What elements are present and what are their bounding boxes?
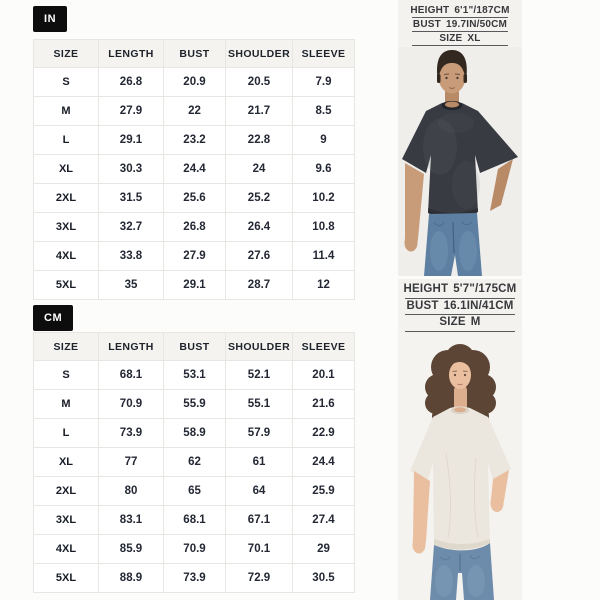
- table-row: [34, 477, 355, 506]
- size-cell: M: [34, 390, 99, 419]
- bust-cell: 53.1: [164, 361, 226, 390]
- size-cell: S: [34, 68, 99, 97]
- size-cell: S: [34, 361, 99, 390]
- info-label: SIZE: [439, 33, 463, 44]
- table-row: [34, 126, 355, 155]
- length-cell: 68.1: [99, 361, 164, 390]
- table-header-row: [34, 40, 355, 68]
- shoulder-cell: 27.6: [226, 242, 293, 271]
- length-cell: 29.1: [99, 126, 164, 155]
- sleeve-cell: 10.8: [293, 213, 355, 242]
- bust-cell: 55.9: [164, 390, 226, 419]
- column-header-size: SIZE: [34, 40, 99, 68]
- column-header-shoulder: SHOULDER: [226, 333, 293, 361]
- table-header-row: [34, 333, 355, 361]
- sleeve-cell: 10.2: [293, 184, 355, 213]
- shoulder-cell: 21.7: [226, 97, 293, 126]
- column-header-size: SIZE: [34, 333, 99, 361]
- bust-cell: 25.6: [164, 184, 226, 213]
- shoulder-cell: 72.9: [226, 564, 293, 593]
- info-line-height: [412, 4, 508, 18]
- model-cards-column: [398, 0, 522, 600]
- shoulder-cell: 28.7: [226, 271, 293, 300]
- size-cell: 4XL: [34, 535, 99, 564]
- shoulder-cell: 70.1: [226, 535, 293, 564]
- column-header-bust: BUST: [164, 333, 226, 361]
- model-card-female: [398, 279, 522, 600]
- info-label: HEIGHT: [403, 283, 449, 295]
- shoulder-cell: 24: [226, 155, 293, 184]
- length-cell: 27.9: [99, 97, 164, 126]
- info-label: SIZE: [439, 316, 466, 328]
- bust-cell: 65: [164, 477, 226, 506]
- column-header-sleeve: SLEEVE: [293, 333, 355, 361]
- length-cell: 77: [99, 448, 164, 477]
- info-value: M: [470, 316, 481, 328]
- table-row: [34, 448, 355, 477]
- info-value: 19.7IN/50CM: [445, 19, 508, 30]
- sleeve-cell: 25.9: [293, 477, 355, 506]
- sleeve-cell: 27.4: [293, 506, 355, 535]
- info-label: HEIGHT: [410, 5, 450, 16]
- column-header-sleeve: SLEEVE: [293, 40, 355, 68]
- column-header-length: LENGTH: [99, 40, 164, 68]
- shoulder-cell: 26.4: [226, 213, 293, 242]
- size-cell: XL: [34, 155, 99, 184]
- male-head: [437, 50, 467, 94]
- table-row: [34, 535, 355, 564]
- table-row: [34, 242, 355, 271]
- size-cell: L: [34, 419, 99, 448]
- bust-cell: 29.1: [164, 271, 226, 300]
- shoulder-cell: 64: [226, 477, 293, 506]
- table-row: [34, 271, 355, 300]
- length-cell: 85.9: [99, 535, 164, 564]
- length-cell: 70.9: [99, 390, 164, 419]
- table-row: [34, 68, 355, 97]
- sleeve-cell: 8.5: [293, 97, 355, 126]
- length-cell: 31.5: [99, 184, 164, 213]
- shoulder-cell: 57.9: [226, 419, 293, 448]
- length-cell: 73.9: [99, 419, 164, 448]
- size-cell: 2XL: [34, 184, 99, 213]
- bust-cell: 22: [164, 97, 226, 126]
- column-header-length: LENGTH: [99, 333, 164, 361]
- sleeve-cell: 12: [293, 271, 355, 300]
- bust-cell: 58.9: [164, 419, 226, 448]
- table-row: [34, 506, 355, 535]
- column-header-bust: BUST: [164, 40, 226, 68]
- info-value: 6'1"/187CM: [454, 5, 510, 16]
- table-row: [34, 184, 355, 213]
- unit-badge-in: IN: [33, 6, 67, 32]
- bust-cell: 23.2: [164, 126, 226, 155]
- size-cell: 5XL: [34, 564, 99, 593]
- table-row: [34, 361, 355, 390]
- sleeve-cell: 30.5: [293, 564, 355, 593]
- size-cell: XL: [34, 448, 99, 477]
- info-line-bust: [412, 18, 508, 32]
- sleeve-cell: 24.4: [293, 448, 355, 477]
- table-row: [34, 564, 355, 593]
- info-line-height: [405, 282, 515, 299]
- size-table-centimeters: [33, 332, 355, 593]
- info-label: BUST: [412, 19, 441, 30]
- info-label: BUST: [406, 299, 439, 312]
- size-cell: 2XL: [34, 477, 99, 506]
- table-row: [34, 390, 355, 419]
- model-card-male: [398, 0, 522, 276]
- model-info-female: [398, 279, 522, 332]
- sleeve-cell: 7.9: [293, 68, 355, 97]
- male-model-photo: [398, 47, 522, 276]
- table-row: [34, 155, 355, 184]
- size-cell: 3XL: [34, 506, 99, 535]
- column-header-shoulder: SHOULDER: [226, 40, 293, 68]
- bust-cell: 26.8: [164, 213, 226, 242]
- table-row: [34, 213, 355, 242]
- size-cell: 3XL: [34, 213, 99, 242]
- size-cell: L: [34, 126, 99, 155]
- info-line-bust: [405, 299, 515, 316]
- size-cell: M: [34, 97, 99, 126]
- bust-cell: 24.4: [164, 155, 226, 184]
- info-value: 5'7"/175CM: [453, 283, 517, 295]
- length-cell: 88.9: [99, 564, 164, 593]
- sleeve-cell: 21.6: [293, 390, 355, 419]
- info-value: 16.1IN/41CM: [443, 299, 514, 312]
- bust-cell: 68.1: [164, 506, 226, 535]
- shoulder-cell: 55.1: [226, 390, 293, 419]
- sleeve-cell: 11.4: [293, 242, 355, 271]
- shoulder-cell: 22.8: [226, 126, 293, 155]
- length-cell: 83.1: [99, 506, 164, 535]
- sleeve-cell: 20.1: [293, 361, 355, 390]
- female-model-photo: [398, 333, 522, 600]
- sleeve-cell: 29: [293, 535, 355, 564]
- shoulder-cell: 61: [226, 448, 293, 477]
- size-table-inches: [33, 39, 355, 300]
- size-cell: 5XL: [34, 271, 99, 300]
- sleeve-cell: 9: [293, 126, 355, 155]
- length-cell: 33.8: [99, 242, 164, 271]
- table-row: [34, 97, 355, 126]
- shoulder-cell: 52.1: [226, 361, 293, 390]
- unit-badge-cm: CM: [33, 305, 73, 331]
- table-row: [34, 419, 355, 448]
- sleeve-cell: 9.6: [293, 155, 355, 184]
- info-value: XL: [467, 33, 481, 44]
- info-line-size: [412, 32, 508, 46]
- shoulder-cell: 25.2: [226, 184, 293, 213]
- shoulder-cell: 67.1: [226, 506, 293, 535]
- length-cell: 80: [99, 477, 164, 506]
- shoulder-cell: 20.5: [226, 68, 293, 97]
- length-cell: 30.3: [99, 155, 164, 184]
- bust-cell: 27.9: [164, 242, 226, 271]
- info-line-size: [405, 315, 515, 332]
- bust-cell: 73.9: [164, 564, 226, 593]
- model-info-male: [398, 0, 522, 46]
- length-cell: 32.7: [99, 213, 164, 242]
- length-cell: 35: [99, 271, 164, 300]
- sleeve-cell: 22.9: [293, 419, 355, 448]
- bust-cell: 70.9: [164, 535, 226, 564]
- bust-cell: 62: [164, 448, 226, 477]
- bust-cell: 20.9: [164, 68, 226, 97]
- size-cell: 4XL: [34, 242, 99, 271]
- length-cell: 26.8: [99, 68, 164, 97]
